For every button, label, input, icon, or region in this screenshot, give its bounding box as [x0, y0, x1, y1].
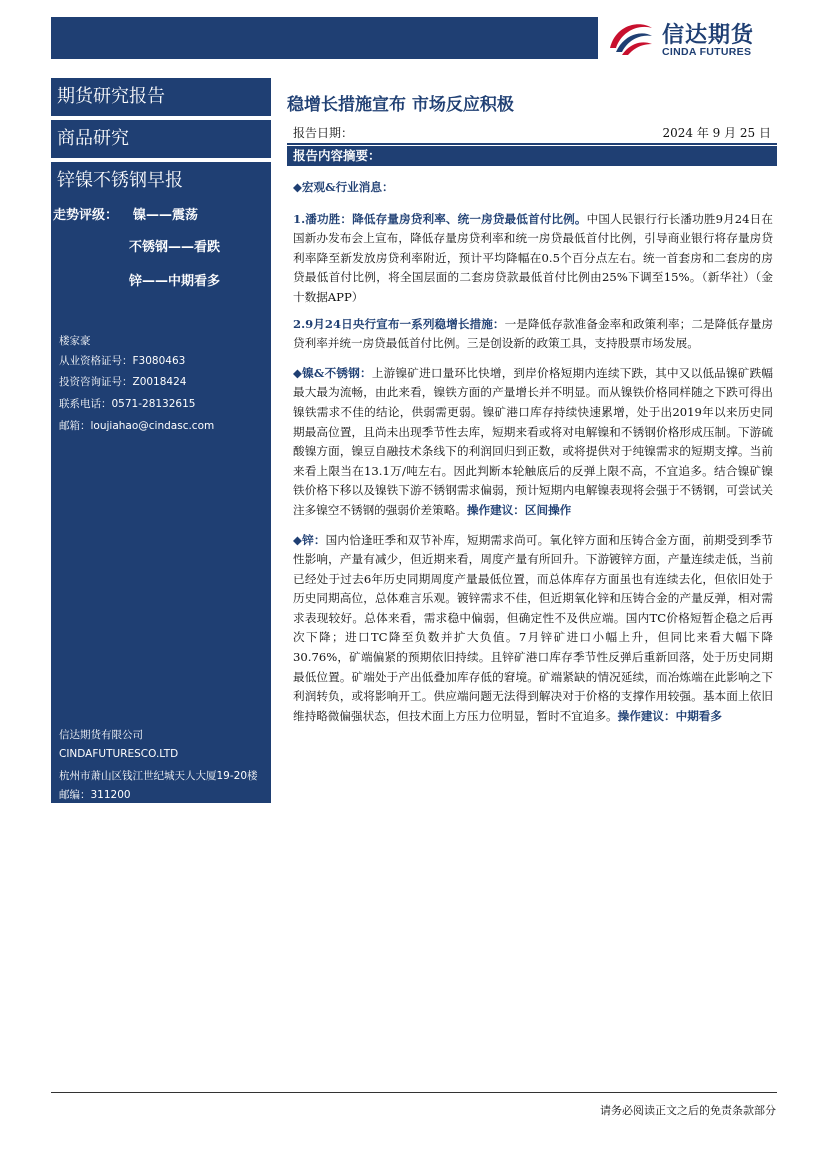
divider: [287, 143, 777, 145]
analyst-qualification: 从业资格证号：F3080463: [59, 355, 186, 367]
paragraph-body: 中国人民银行行长潘功胜9月24日在国新办发布会上宣布，降低存量房贷利率和统一房贷最低首付比例，引导商业银行将存量房贷利率降至新发放房贷利率附近，预计平均降幅在0.5个百分点左右。统一首套房和二套房的房贷最低首付比例，将全国层面的二套房贷款最低首付比例由25%下调至15%。（新华社）（金十数据APP）: [293, 211, 773, 304]
logo-en-text: CINDA FUTURES: [662, 46, 752, 58]
date-value: 2024 年 9 月 25 日: [662, 126, 771, 140]
analyst-box: [51, 325, 271, 445]
company-address: 杭州市萧山区钱江世纪城天人大厦19-20楼: [59, 770, 258, 782]
paragraph-heading: ◆镍&不锈钢：: [293, 365, 372, 380]
report-content: [293, 178, 773, 733]
report-name: 锌镍不锈钢早报: [57, 170, 183, 191]
analyst-phone: 联系电话：0571-28132615: [59, 398, 196, 410]
report-type-box: [51, 78, 271, 116]
sidebar-fill: [51, 445, 271, 723]
rating-box: [51, 200, 271, 300]
section-title: ◆宏观&行业消息：: [293, 180, 394, 194]
date-label: 报告日期：: [293, 126, 354, 140]
company-name: 信达期货有限公司: [59, 729, 143, 741]
rating-label: 走势评级：: [53, 208, 119, 223]
footer-disclaimer: 请务必阅读正文之后的免责条款部分: [600, 1104, 776, 1117]
page-title: 稳增长措施宣布 市场反应积极: [287, 95, 514, 115]
rating-zinc: 锌——中期看多: [129, 274, 221, 289]
paragraph-measures: [293, 315, 773, 354]
company-postcode: 邮编：311200: [59, 789, 131, 801]
paragraph-zinc: [293, 531, 773, 727]
company-box: [51, 723, 271, 803]
paragraph-heading: ◆锌：: [293, 532, 326, 547]
sidebar-fill: [51, 300, 271, 325]
report-category: 商品研究: [57, 128, 129, 149]
rating-nickel: 镍——震荡: [133, 208, 199, 223]
report-date-row: [287, 124, 775, 142]
operation-advice: 操作建议：区间操作: [466, 502, 572, 517]
paragraph-heading: 1.潘功胜：降低存量房贷利率、统一房贷最低首付比例。: [293, 211, 587, 226]
header-bar: [51, 17, 598, 59]
analyst-consulting: 投资咨询证号：Z0018424: [59, 376, 187, 388]
paragraph-body: 国内恰逢旺季和双节补库，短期需求尚可。氧化锌方面和压铸合金方面，前期受到季节性影响，产量有减少，但近期来看，周度产量有所回升。下游镀锌方面，产量连续走低，当前已经处于过去6年历史同期周度产量最低位置，而总体库存方面虽也有连续去化，但依旧处于历史同期高位，总体难言乐观。镀锌需求不佳，但近期氧化锌和压铸合金的产量反弹，相对需求表现较好。总体来看，需求稳中偏弱，但确定性不及供应端。国内TC价格短暂企稳之后再次下降；进口TC降至负数并扩大负值。7月锌矿进口小幅上升，但同比来看大幅下降30.76%，矿端偏紧的预期依旧持续。且锌矿港口库存季节性反弹后重新回落，处于历史同期最低位置。矿端处于产出低叠加库存低的窘境。矿端紧缺的情况延续，而冶炼端在此影响之下利润转负，或将影响开工。供应端问题无法得到解决对于价格的支撑作用较强。基本面上依旧维持略微偏强状态，但技术面上方压力位明显，暂时不宜追多。: [293, 532, 773, 723]
paragraph-nickel: [293, 364, 773, 521]
report-type: 期货研究报告: [57, 86, 165, 107]
company-website[interactable]: CINDAFUTURESCO.LTD: [59, 748, 179, 760]
logo-cn-text: 信达期货: [662, 23, 755, 48]
abstract-title: 报告内容摘要：: [287, 146, 777, 166]
paragraph-body: 上游镍矿进口量环比快增，到岸价格短期内连续下跌，其中又以低品镍矿跌幅最大最为流畅，由此来看，镍铁方面的产量增长并不明显。而从镍铁价格同样随之下跌可得出镍铁需求不佳的结论，供弱需更弱。镍矿港口库存持续快速累增，处于出2019年以来历史同期最高位置，且尚未出现季节性去库，短期来看或将对电解镍和不锈钢价格形成压制。下游硫酸镍方面，镍豆自融技术条线下的利润回归到正数，或将提供对于纯镍需求的短期支撑。当前来看上限当在13.1万/吨左右。因此判断本轮触底后的反弹上限不高，不宜追多。结合镍矿镍铁价格下移以及镍铁下游不锈钢需求偏弱，预计短期内电解镍表现将会强于不锈钢，可尝试关注多镍空不锈钢的强弱价差策略。: [293, 365, 773, 517]
report-name-box: [51, 162, 271, 200]
paragraph-pboc: [293, 210, 773, 308]
category-box: [51, 120, 271, 158]
analyst-email[interactable]: 邮箱：loujiahao@cindasc.com: [59, 420, 215, 432]
company-logo: [606, 14, 786, 62]
paragraph-heading: 2.9月24日央行宣布一系列稳增长措施：: [293, 316, 505, 331]
rating-stainless: 不锈钢——看跌: [129, 240, 221, 255]
cinda-logo-icon: [606, 18, 654, 58]
operation-advice: 操作建议：中期看多: [617, 708, 722, 723]
paragraph-body: 一是降低存款准备金率和政策利率；二是降低存量房贷利率并统一房贷最低首付比例。三是创设新的政策工具，支持股票市场发展。: [293, 316, 773, 351]
footer-divider: [51, 1092, 777, 1093]
analyst-name: 楼家豪: [59, 335, 91, 347]
